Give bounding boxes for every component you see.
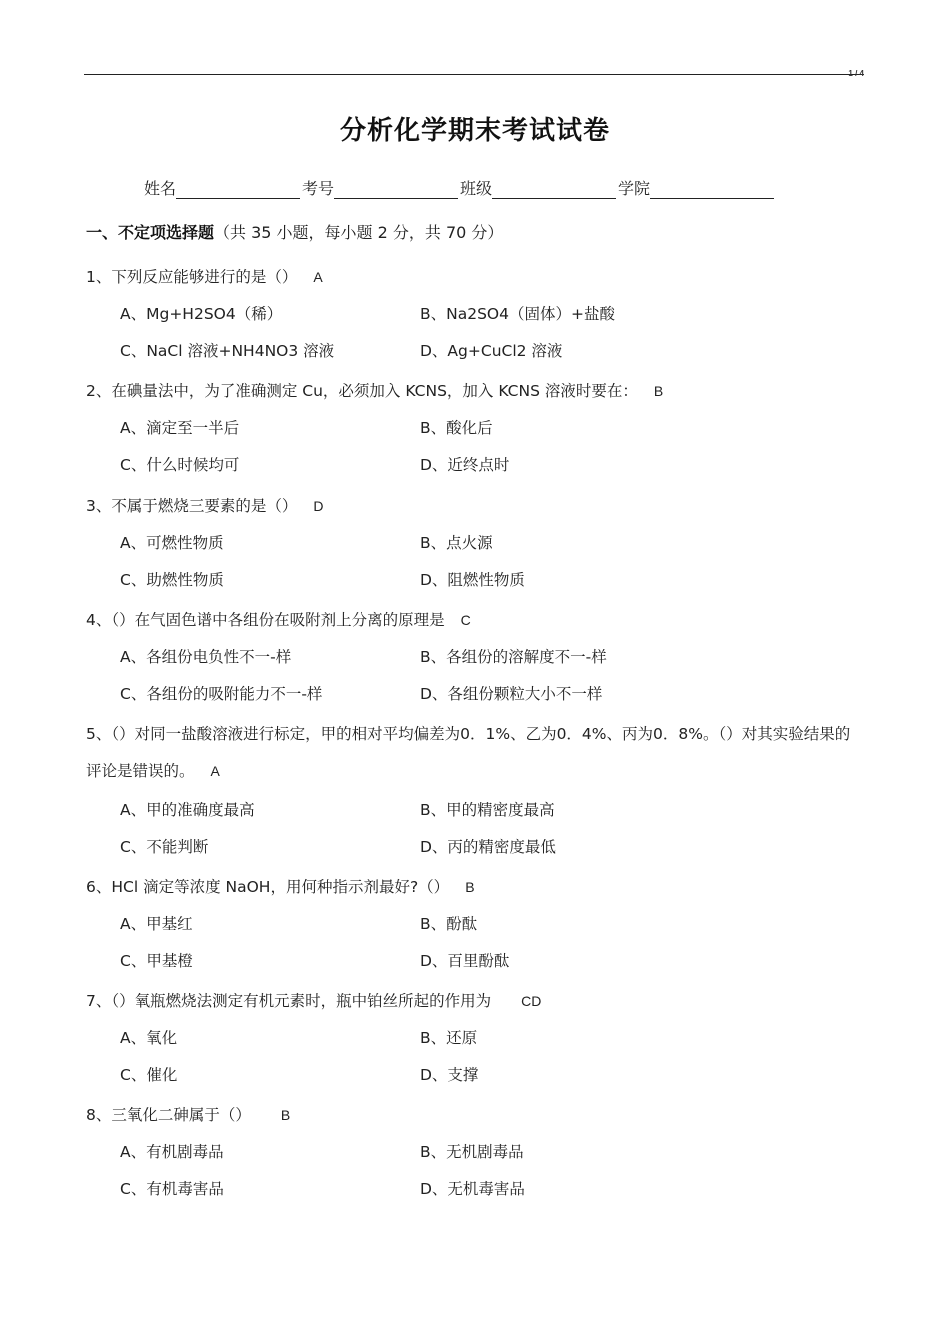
student-info-row [144,176,824,199]
question-answer: CD [521,993,542,1009]
question-3 [86,496,866,607]
exam-id-label: 考号 [302,179,335,198]
question-text: 3、不属于燃烧三要素的是（） [86,497,298,515]
question-4 [86,610,866,721]
option-b: B、Na2SO4（固体）+盐酸 [420,305,615,323]
section-heading [86,220,503,243]
question-2 [86,381,866,492]
class-blank [492,181,616,199]
question-answer: B [280,1107,291,1123]
question-6 [86,877,866,988]
question-answer: A [313,269,323,285]
header-rule [84,74,864,75]
question-8 [86,1105,866,1216]
option-c: C、催化 [120,1066,178,1084]
option-c: C、不能判断 [120,838,209,856]
section-note: （共 35 小题，每小题 2 分，共 70 分） [214,223,504,242]
option-b: B、点火源 [420,534,493,552]
page-number: 1 / 4 [848,69,864,78]
option-a: A、甲基红 [120,915,193,933]
page-title: 分析化学期末考试试卷 [339,116,610,146]
college-blank [650,181,774,199]
class-label: 班级 [460,179,493,198]
exam-id-blank [334,181,458,199]
option-d: D、百里酚酞 [420,952,510,970]
option-a: A、Mg+H2SO4（稀） [120,305,283,323]
question-1 [86,267,866,378]
question-5 [86,716,866,874]
option-b: B、各组份的溶解度不一-样 [420,648,607,666]
option-c: C、NaCl 溶液+NH4NO3 溶液 [120,342,335,360]
option-d: D、近终点时 [420,456,510,474]
option-a: A、滴定至一半后 [120,419,240,437]
option-d: D、各组份颗粒大小不一样 [420,685,603,703]
option-b: B、无机剧毒品 [420,1143,524,1161]
option-d: D、阻燃性物质 [420,571,525,589]
option-d: D、Ag+CuCl2 溶液 [420,342,563,360]
question-text: 5、（）对同一盐酸溶液进行标定，甲的相对平均偏差为0．1%、乙为0．4%、丙为0．8%。（）对其实验结果的评论是错误的。 [86,725,851,780]
question-answer: C [460,612,471,628]
question-text: 6、HCl 滴定等浓度 NaOH，用何种指示剂最好?（） [86,878,450,896]
question-7 [86,991,866,1102]
name-label: 姓名 [144,179,177,198]
name-blank [176,181,300,199]
question-text: 8、三氧化二砷属于（） [86,1106,251,1124]
option-a: A、各组份电负性不一-样 [120,648,292,666]
option-b: B、还原 [420,1029,478,1047]
option-c: C、什么时候均可 [120,456,240,474]
option-a: A、甲的准确度最高 [120,801,255,819]
option-c: C、助燃性物质 [120,571,224,589]
option-b: B、酸化后 [420,419,493,437]
question-text: 7、（）氧瓶燃烧法测定有机元素时，瓶中铂丝所起的作用为 [86,992,492,1010]
option-d: D、无机毒害品 [420,1180,525,1198]
question-answer: B [465,879,475,895]
option-c: C、甲基橙 [120,952,193,970]
option-c: C、有机毒害品 [120,1180,224,1198]
option-c: C、各组份的吸附能力不一-样 [120,685,323,703]
option-d: D、丙的精密度最低 [420,838,556,856]
question-text: 1、下列反应能够进行的是（） [86,268,298,286]
option-b: B、甲的精密度最高 [420,801,555,819]
option-a: A、可燃性物质 [120,534,224,552]
option-d: D、支撑 [420,1066,479,1084]
college-label: 学院 [618,179,651,198]
option-a: A、有机剧毒品 [120,1143,224,1161]
question-text: 4、（）在气固色谱中各组份在吸附剂上分离的原理是 [86,611,445,629]
question-answer: D [313,498,324,514]
option-b: B、酚酞 [420,915,478,933]
question-text: 2、在碘量法中，为了准确测定 Cu，必须加入 KCNS，加入 KCNS 溶液时要在： [86,382,638,400]
question-answer: B [653,383,664,399]
section-title: 一、不定项选择题 [86,223,215,242]
option-a: A、氧化 [120,1029,178,1047]
question-answer: A [210,763,220,779]
